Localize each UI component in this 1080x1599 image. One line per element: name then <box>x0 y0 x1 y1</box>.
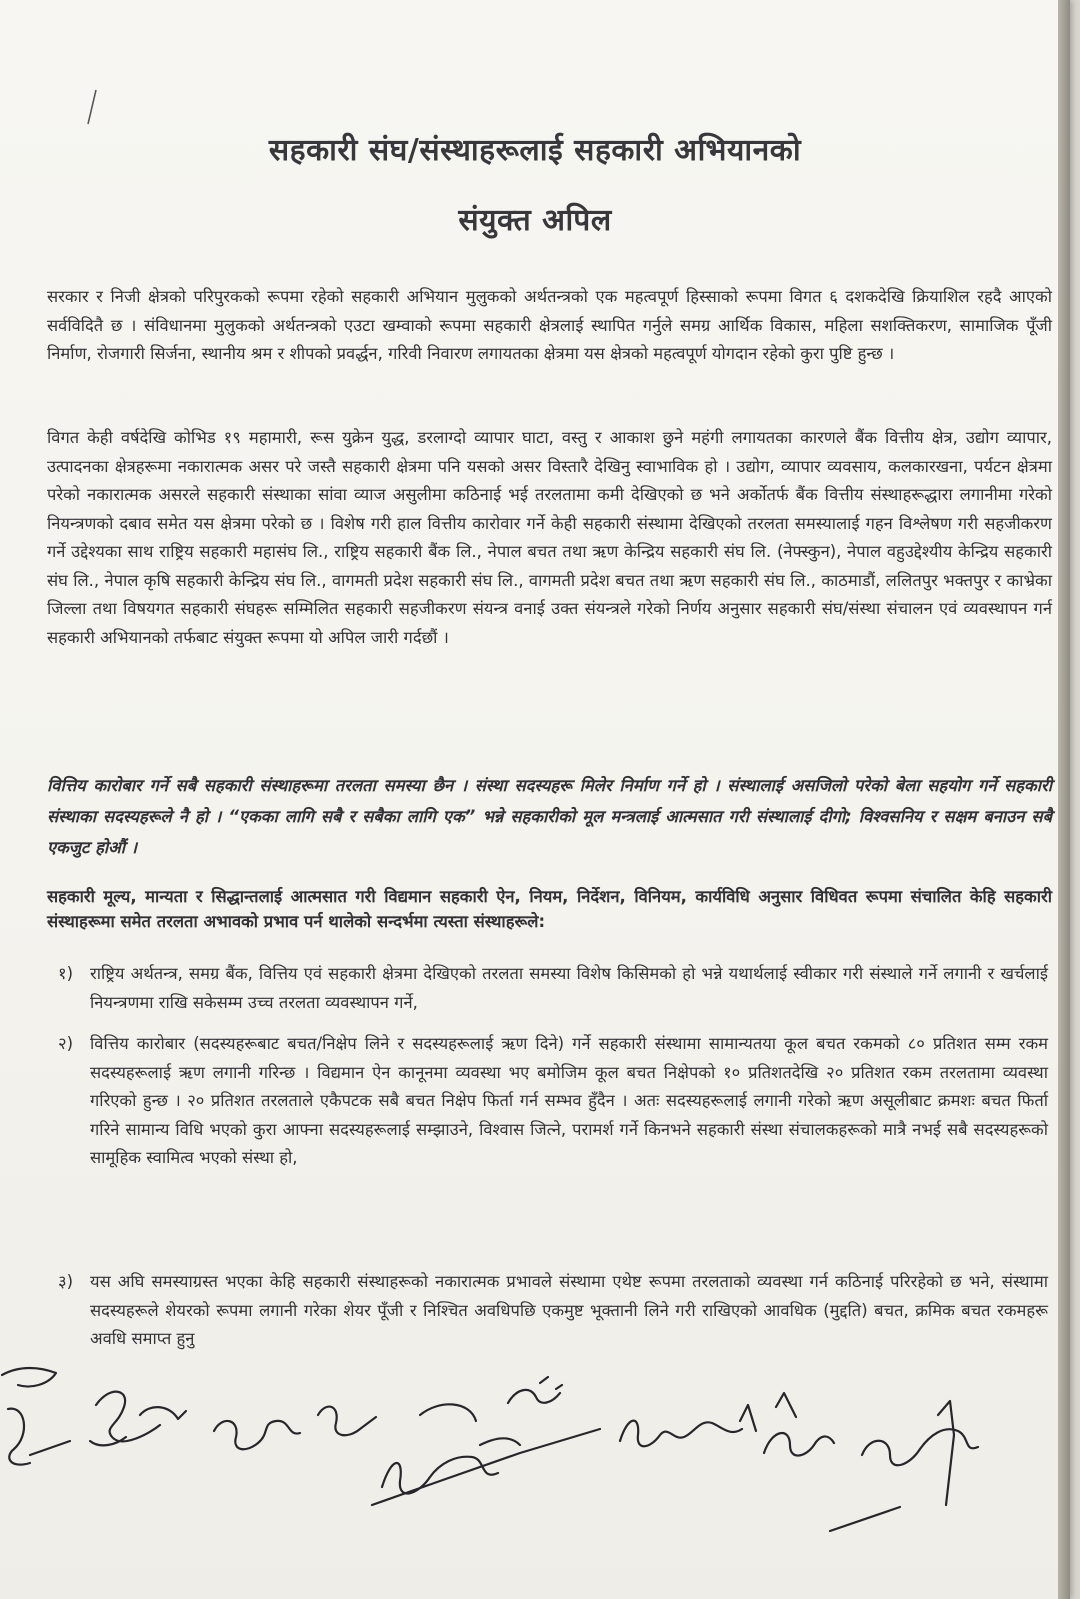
signatures <box>0 1345 1070 1599</box>
list-item <box>58 960 1048 1017</box>
list-item <box>58 1268 1048 1354</box>
paragraph-background: विगत केही वर्षदेखि कोभिड १९ महामारी, रूस युक्रेन युद्ध, डरलाग्दो व्यापार घाटा, वस्तु र आकाश छुने महंगी लगायतका कारणले बैंक वित्तीय क्षेत्र, उद्योग व्यापार, उत्पादनका क्षेत्रहरूमा नकारात्मक असर परे जस्तै सहकारी क्षेत्रमा पनि यसको असर विस्तारै देखिनु स्वाभाविक हो । उद्योग, व्यापार व्यवसाय, कलकारखना, पर्यटन क्षेत्रमा परेको नकारात्मक असरले सहकारी संस्थाका सांवा व्याज असुलीमा कठिनाई भई तरलतामा कमी देखिएको छ भने अर्कोतर्फ बैंक वित्तीय संस्थाहरूद्धारा लगानीमा गरेको नियन्त्रणको दबाव समेत यस क्षेत्रमा परेको छ । विशेष गरी हाल वित्तीय कारोवार गर्ने केही सहकारी संस्थामा देखिएको तरलता समस्यालाई गहन विश्लेषण गरी सहजीकरण गर्ने उद्देश्यका साथ राष्ट्रिय सहकारी महासंघ लि., राष्ट्रिय सहकारी बैंक लि., नेपाल बचत तथा ऋण केन्द्रिय सहकारी संघ लि. (नेफ्स्कुन), नेपाल वहुउद्देश्यीय केन्द्रिय सहकारी संघ लि., नेपाल कृषि सहकारी केन्द्रिय संघ लि., वागमती प्रदेश सहकारी संघ लि., वागमती प्रदेश बचत तथा ऋण सहकारी संघ लि., काठमाडौं, ललितपुर भक्तपुर र काभ्रेका जिल्ला तथा विषयगत सहकारी संघहरू सम्मिलित सहकारी सहजीकरण संयन्त्र वनाई उक्त संयन्त्रले गरेको निर्णय अनुसार सहकारी संघ/संस्था संचालन एवं व्यवस्थापन गर्न सहकारी अभियानको तर्फबाट संयुक्त रूपमा यो अपिल जारी गर्दछौं । <box>47 428 1052 647</box>
list-item-text: वित्तिय कारोबार (सदस्यहरूबाट बचत/निक्षेप लिने र सदस्यहरूलाई ऋण दिने) गर्ने सहकारी संस्थामा सामान्यतया कूल बचत रकमको ८० प्रतिशत सम्म रकम सदस्यहरूलाई ऋण लगानी गरिन्छ । विद्यमान ऐन कानूनमा व्यवस्था भए बमोजिम कूल बचत निक्षेपको १० प्रतिशतदेखि २० प्रतिशत रकम तरलतामा व्यवस्था गरिएको हुन्छ । २० प्रतिशत तरलताले एकैपटक सबै बचत निक्षेप फिर्ता गर्न सम्भव हुँदैन । अतः सदस्यहरूलाई लगानी गरेको ऋण असूलीबाट क्रमशः बचत फिर्ता गरिने सामान्य विधि भएको कुरा आफ्ना सदस्यहरूलाई सम्झाउने, विश्वास जित्ने, परामर्श गर्ने किनभने सहकारी संस्था संचालकहरूको मात्रै नभई सबै सदस्यहरूको सामूहिक स्वामित्व भएको संस्था हो, <box>90 1034 1048 1167</box>
pen-mark <box>82 88 102 128</box>
list-item-text: यस अघि समस्याग्रस्त भएका केहि सहकारी संस्थाहरूको नकारात्मक प्रभावले संस्थामा एथेष्ट रूपमा तरलताको व्यवस्था गर्न कठिनाई परिरहेको छ भने, संस्थामा सदस्यहरूले शेयरको रूपमा लगानी गरेका शेयर पूँजी र निश्चित अवधिपछि एकमुष्ट भूक्तानी लिने गरी राखिएको आवधिक (मुद्दति) बचत, क्रमिक बचत रकमहरू अवधि समाप्त हुनु <box>90 1272 1048 1348</box>
document-title-line1: सहकारी संघ/संस्थाहरूलाई सहकारी अभियानको <box>268 133 802 168</box>
document-title-line2: संयुक्त अपिल <box>458 203 612 238</box>
signature-7 <box>764 1393 834 1456</box>
paragraph-appeal-highlight: वित्तिय कारोबार गर्ने सबै सहकारी संस्थाहरूमा तरलता समस्या छैन । संस्था सदस्यहरू मिलेर निर्माण गर्ने हो । संस्थालाई असजिलो परेको बेला सहयोग गर्ने सहकारी संस्थाका सदस्यहरूले नै हो । “एकका लागि सबै र सबैका लागि एक” भन्ने सहकारीको मूल मन्त्रलाई आत्मसात गरी संस्थालाई दीगो; विश्वसनिय र सक्षम बनाउन सबै एकजुट होऔं । <box>47 776 1052 857</box>
signature-5 <box>508 1377 562 1403</box>
signature-4 <box>372 1404 600 1505</box>
paragraph-directive-intro: सहकारी मूल्य, मान्यता र सिद्धान्तलाई आत्मसात गरी विद्यमान सहकारी ऐन, नियम, निर्देशन, विनियम, कार्यविधि अनुसार विधिवत रूपमा संचालित केहि सहकारी संस्थाहरूमा समेत तरलता अभावको प्रभाव पर्न थालेको सन्दर्भमा त्यस्ता संस्थाहरूले: <box>47 887 1052 931</box>
signature-2 <box>90 1392 186 1446</box>
signature-1 <box>2 1368 70 1465</box>
list-item-number: १) <box>58 964 74 983</box>
paragraph-intro: सरकार र निजी क्षेत्रको परिपुरकको रूपमा रहेको सहकारी अभियान मुलुकको अर्थतन्त्रको एक महत्वपूर्ण हिस्साको रूपमा विगत ६ दशकदेखि क्रियाशिल रहदै आएको सर्वविदितै छ । संविधानमा मुलुकको अर्थतन्त्रको एउटा खम्वाको रूपमा सहकारी क्षेत्रलाई स्थापित गर्नुले समग्र आर्थिक विकास, महिला सशक्तिकरण, सामाजिक पूँजी निर्माण, रोजगारी सिर्जना, स्थानीय श्रम र शीपको प्रवर्द्धन, गरिवी निवारण लगायतका क्षेत्रमा यस क्षेत्रको महत्वपूर्ण योगदान रहेको कुरा पुष्टि हुन्छ । <box>47 287 1052 363</box>
signature-6 <box>620 1405 756 1446</box>
list-item-text: राष्ट्रिय अर्थतन्त्र, समग्र बैंक, वित्तिय एवं सहकारी क्षेत्रमा देखिएको तरलता समस्या विशेष किसिमको हो भन्ने यथार्थलाई स्वीकार गरी संस्थाले गर्ने लगानी र खर्चलाई नियन्त्रणमा राखि सकेसम्म उच्च तरलता व्यवस्थापन गर्ने, <box>90 964 1048 1012</box>
signature-8 <box>830 1401 978 1531</box>
list-item-number: ३) <box>58 1272 74 1291</box>
signature-3 <box>214 1407 376 1450</box>
list-item-number: २) <box>58 1034 74 1053</box>
list-item <box>58 1030 1048 1173</box>
